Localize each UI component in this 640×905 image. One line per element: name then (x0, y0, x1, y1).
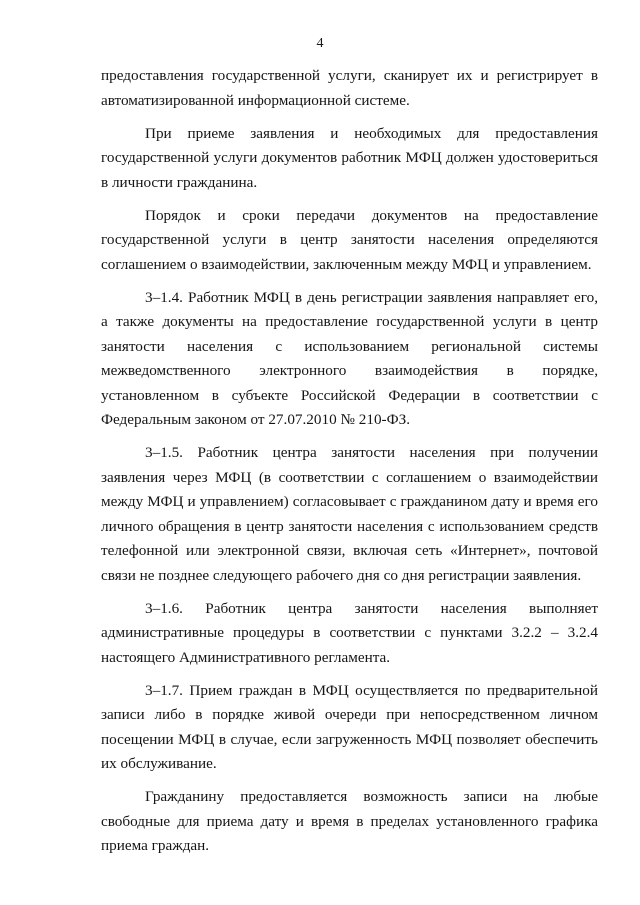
paragraph-3-1-4: 3–1.4. Работник МФЦ в день регистрации заявления направляет его, а также документы на предоставление государственной услуги в центр занятости населения с использованием региональной системы межведомственного электронного взаимодействия в порядке, установленном в субъекте Российской Федерации в соответствии с Федеральным законом от 27.07.2010 № 210-ФЗ. (101, 288, 598, 428)
paragraph-3-1-7: 3–1.7. Прием граждан в МФЦ осуществляется по предварительной записи либо в порядке живой очереди при непосредственном личном посещении МФЦ в случае, если загруженность МФЦ позволяет обеспечить их обслуживание. (101, 681, 598, 772)
paragraph-document-check: При приеме заявления и необходимых для предоставления государственной услуги документов работник МФЦ должен удостовериться в личности гражданина. (101, 124, 598, 191)
page-number: 4 (316, 36, 324, 51)
document-body (101, 64, 598, 867)
paragraph-transfer-procedure: Порядок и сроки передачи документов на предоставление государственной услуги в центр занятости населения определяются соглашением о взаимодействии, заключенным между МФЦ и управлением. (101, 206, 598, 273)
paragraph-continuation: предоставления государственной услуги, сканирует их и регистрирует в автоматизированной информационной системе. (101, 67, 598, 109)
paragraph-appointment-booking: Гражданину предоставляется возможность записи на любые свободные для приема дату и время в пределах установленного графика приема граждан. (101, 788, 598, 854)
paragraph-3-1-5: 3–1.5. Работник центра занятости населения при получении заявления через МФЦ (в соответствии с соглашением о взаимодействии между МФЦ и управлением) согласовывает с гражданином дату и время его личного обращения в центр занятости населения с использованием средств телефонной или электронной связи, включая сеть «Интернет», почтовой связи не позднее следующего рабочего дня со дня регистрации заявления. (101, 444, 598, 584)
paragraph-3-1-6: 3–1.6. Работник центра занятости населения выполняет административные процедуры в соответствии с пунктами 3.2.2 – 3.2.4 настоящего Административного регламента. (101, 599, 598, 666)
